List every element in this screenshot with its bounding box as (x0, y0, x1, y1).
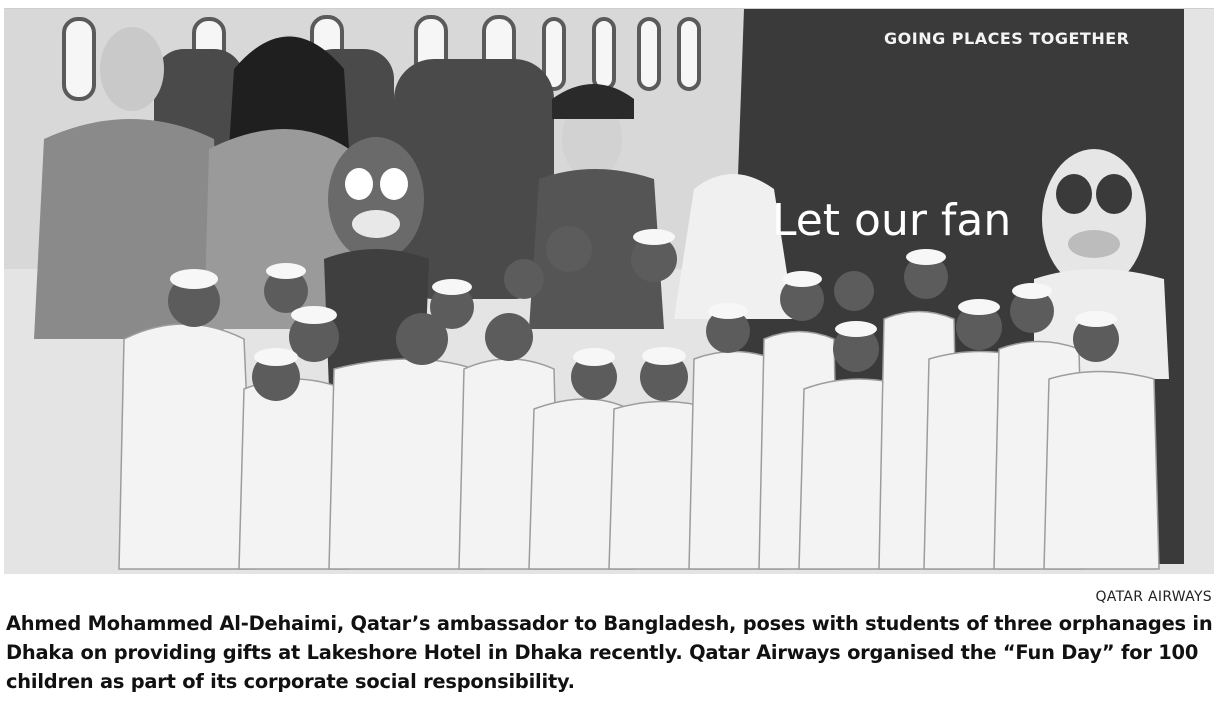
photo-credit: QATAR AIRWAYS (1095, 589, 1212, 605)
banner-headline: Let our fan (772, 195, 1012, 246)
news-photo (4, 8, 1214, 574)
photo-illustration (4, 9, 1214, 574)
banner-slogan: GOING PLACES TOGETHER (884, 29, 1130, 48)
photo-caption: Ahmed Mohammed Al-Dehaimi, Qatar’s ambassador to Bangladesh, poses with students of three orphanages in Dhaka on providing gifts at Lakeshore Hotel in Dhaka recently. Qatar Airways organised the “Fun Day” for 100 children as part of its corporate social responsibility. (6, 612, 1213, 693)
